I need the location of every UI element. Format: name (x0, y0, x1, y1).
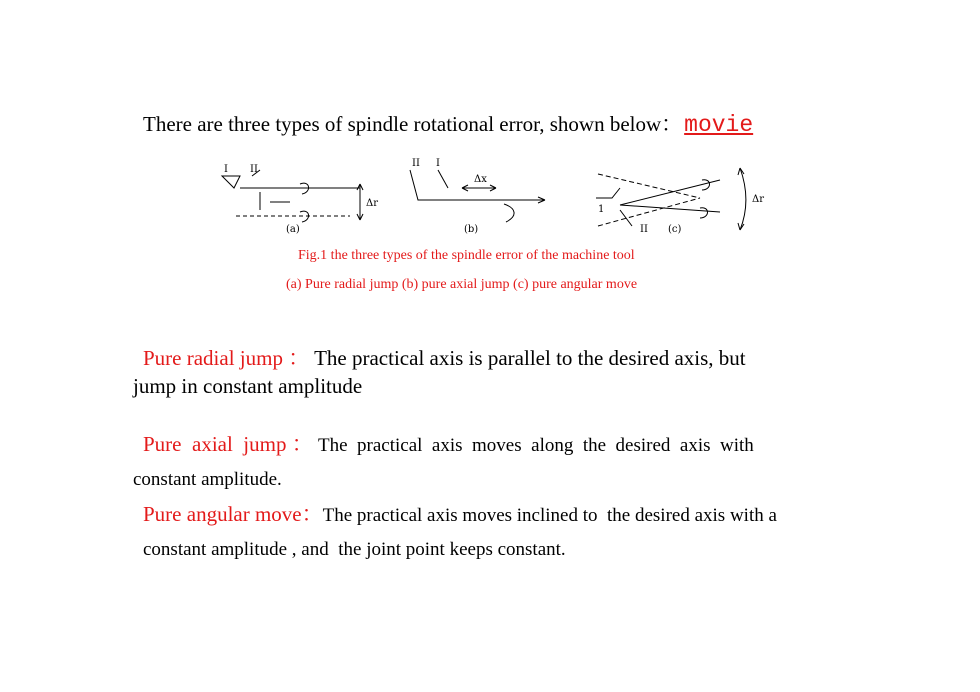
figure-a-label-I: I (224, 164, 228, 175)
figure-c-label-II: II (640, 224, 648, 235)
figure-b-delta-x: Δx (474, 174, 487, 185)
angular-move-term: Pure angular move： (143, 502, 323, 526)
figure-b-caption: (b) (464, 224, 479, 235)
axial-jump-line1 (143, 430, 754, 460)
radial-jump-line1 (143, 344, 746, 372)
figure-a-label-II: ΙΙ (250, 164, 258, 175)
figure-c-delta-r: Δr (752, 194, 765, 205)
radial-jump-line2: jump in constant amplitude (133, 374, 363, 398)
figure-caption-title: Fig.1 the three types of the spindle error of the machine tool (298, 248, 635, 263)
radial-jump-term: Pure radial jump ： (143, 346, 310, 370)
figure-caption-subtitle: (a) Pure radial jump (b) pure axial jump (c) pure angular move (286, 277, 638, 292)
intro-sentence (143, 108, 753, 138)
axial-jump-line2: constant amplitude. (133, 469, 282, 490)
radial-jump-desc: The practical axis is parallel to the desired axis, but (314, 346, 746, 370)
figure-c-caption: (c) (668, 224, 682, 235)
figure-a-caption: (a) (286, 224, 300, 235)
movie-link[interactable]: movie (684, 112, 754, 138)
intro-text: There are three types of spindle rotational error, shown below： (143, 112, 683, 136)
figure-a-radial-jump (222, 170, 363, 222)
figure-c-angular-move (596, 168, 746, 230)
angular-move-desc: The practical axis moves inclined to the desired axis with a (322, 505, 777, 526)
figure-c-label-I: 1 (598, 204, 605, 215)
axial-jump-term: Pure axial jump ： (143, 432, 313, 456)
figure-b-label-I: I (436, 158, 440, 169)
figure-b-label-II: II (412, 158, 420, 169)
angular-move-line1 (143, 500, 777, 530)
figure-a-delta-r: Δr (366, 198, 379, 209)
axial-jump-desc: The practical axis moves along the desired axis with (317, 435, 754, 456)
angular-move-line2: constant amplitude , and the joint point keeps constant. (143, 539, 566, 560)
spindle-error-figure (200, 150, 800, 242)
